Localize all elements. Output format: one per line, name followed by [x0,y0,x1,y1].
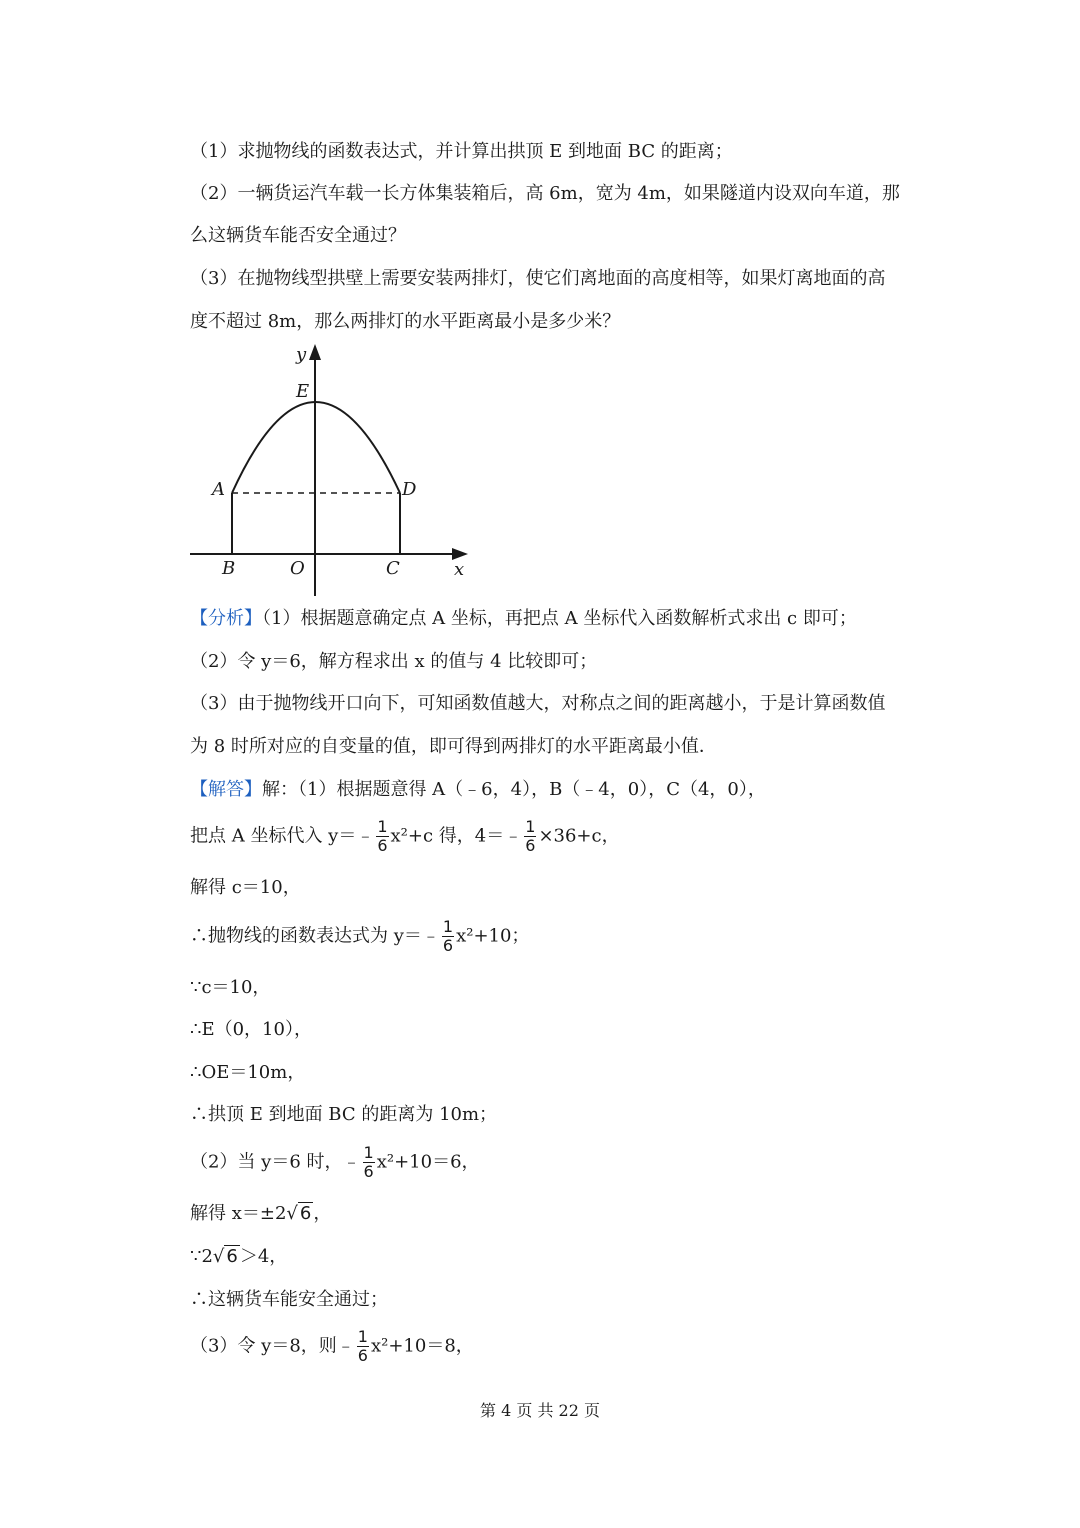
solution-line-11: ∵2√ 6 ＞4， [190,1246,288,1267]
label-O: O [290,558,305,579]
solution-text-2b: x²+c 得，4＝﹣ [390,825,523,847]
question-2-line-2: 么这辆货车能否安全通过？ [190,225,406,246]
solution-text-9b: x²+10＝6， [376,1151,480,1173]
solution-line-3: 解得 c＝10， [190,877,301,898]
analysis-line-2: （2）令 y＝6，解方程求出 x 的值与 4 比较即可； [190,651,598,672]
question-3-line-2: 度不超过 8m，那么两排灯的水平距离最小是多少米？ [190,311,621,332]
solution-text-2c: ×36+c， [538,825,620,847]
solution-text-4b: x²+10； [456,925,530,947]
solution-tag: 【解答】 [190,779,262,800]
solution-line-1 [190,778,766,802]
label-D: D [402,479,417,500]
solution-text-4a: ∴抛物线的函数表达式为 y＝﹣ [190,925,440,947]
analysis-text-1: （1）根据题意确定点 A 坐标，再把点 A 坐标代入函数解析式求出 c 即可； [262,608,857,629]
solution-text-10b: ， [313,1203,332,1224]
fraction: $\frac{1}{6}$ [442,917,454,955]
solution-line-10: 解得 x＝±2√ 6 ， [190,1203,332,1224]
analysis-line-3: （3）由于抛物线开口向下，可知函数值越大，对称点之间的距离越小，于是计算函数值 [190,693,886,714]
solution-text-11a: ∵2 [190,1246,213,1267]
label-x: x [454,559,465,580]
solution-text-2a: 把点 A 坐标代入 y＝﹣ [190,825,375,847]
solution-line-2 [190,818,620,855]
fraction: $\frac{1}{6}$ [525,817,536,855]
fraction: $\frac{1}{6}$ [377,817,388,855]
label-A: A [212,479,225,500]
label-y: y [296,344,307,365]
page-footer: 第 4 页 共 22 页 [480,1401,600,1420]
analysis-line-1 [190,607,857,631]
solution-line-4 [190,918,529,955]
parabola-tunnel-diagram [186,340,486,600]
sqrt-radicand: 6 [226,1246,238,1267]
solution-text-9a: （2）当 y＝6 时，﹣ [190,1151,361,1173]
label-C: C [386,558,400,579]
solution-line-9 [190,1144,480,1181]
sqrt-radicand: 6 [299,1203,312,1224]
question-2-line-1: （2）一辆货运汽车载一长方体集装箱后，高 6m，宽为 4m，如果隧道内设双向车道，那 [190,183,900,204]
solution-text-13b: x²+10＝8， [370,1335,474,1357]
solution-line-13 [190,1328,474,1365]
solution-line-5: ∵c＝10， [190,977,271,998]
solution-line-8: ∴拱顶 E 到地面 BC 的距离为 10m； [190,1104,498,1125]
solution-line-6: ∴E（0，10）， [190,1019,312,1040]
solution-text-10a: 解得 x＝±2 [190,1203,287,1224]
fraction: $\frac{1}{6}$ [357,1327,368,1365]
fraction: $\frac{1}{6}$ [363,1143,374,1181]
solution-text-11b: ＞4， [239,1246,288,1267]
label-E: E [296,381,310,402]
label-B: B [222,558,236,579]
analysis-tag: 【分析】 [190,608,262,629]
solution-line-7: ∴OE＝10m， [190,1062,306,1083]
solution-line-12: ∴这辆货车能安全通过； [190,1289,388,1310]
solution-text-13a: （3）令 y＝8，则﹣ [190,1335,355,1357]
question-1: （1）求抛物线的函数表达式，并计算出拱顶 E 到地面 BC 的距离； [190,141,733,162]
solution-text-1: 解：（1）根据题意得 A（﹣6，4），B（﹣4，0），C（4，0）， [262,779,766,800]
y-axis-arrow [309,344,321,360]
analysis-line-4: 为 8 时所对应的自变量的值，即可得到两排灯的水平距离最小值． [190,736,717,757]
question-3-line-1: （3）在抛物线型拱壁上需要安装两排灯，使它们离地面的高度相等，如果灯离地面的高 [190,268,886,289]
